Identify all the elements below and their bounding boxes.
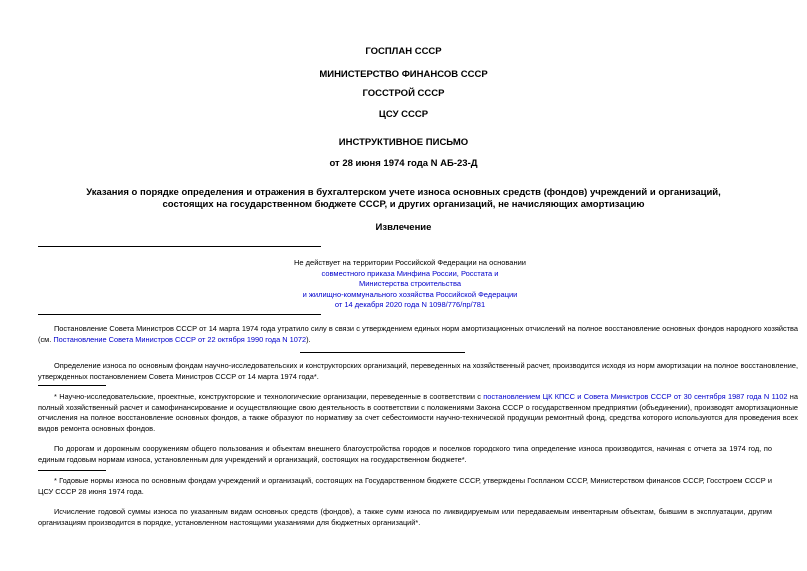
document-type: ИНСТРУКТИВНОЕ ПИСЬМО [338, 137, 469, 148]
extract-label: Извлечение [375, 222, 432, 233]
divider-bottom [38, 314, 321, 315]
document-date: от 28 июня 1974 года N АБ-23-Д [329, 158, 478, 169]
footnote-rule-2 [38, 470, 106, 471]
footnote-rule-1 [38, 385, 106, 386]
paragraph-repeal-text: Постановление Совета Министров СССР от 14 марта 1974 года утратило силу в связи с утверждением единых норм амортизационных отчислений на полное восстановление основных фондов народного хозяйства (см. [38, 324, 798, 344]
divider-short [300, 352, 465, 353]
footnote-1-end: на полный хозяйственный расчет и самофинансирование и осуществляющие свою деятельность в соответствии с положениями Закона СССР о государственном предприятии (объединении), производят амортизационные отчисления на полное восстановление основных фондов, а также образуют по нормативу за счет себестоимости научно-технической продукции ремонтный фонд, средства которого используются для проведения всех видов ремонта основных фондов. [38, 392, 798, 433]
status-note-link-3[interactable]: и жилищно-коммунального хозяйства Российской Федерации [302, 289, 518, 299]
status-note-link-2[interactable]: Министерства строительства [358, 279, 462, 288]
status-note-link-1[interactable]: совместного приказа Минфина России, Росстата и [321, 268, 499, 278]
paragraph-research-orgs: Определение износа по основным фондам научно-исследовательских и конструкторских организаций, переведенных на хозяйственный расчет, производится исходя из норм амортизации на полное восстановление, утвержденных постановлением Совета Министров СССР от 14 марта 1974 года*. [38, 361, 798, 381]
document-title: Указания о порядке определения и отражения в бухгалтерском учете износа основных средств (фондов) учреждений и организаций, состоящих на государственном бюджете СССР, и других организаций, не начисляющих амортизацию [86, 187, 721, 210]
link-postanovlenie-1987[interactable]: постановлением ЦК КПСС и Совета Министров СССР от 30 сентября 1987 года N 1102 [483, 392, 788, 401]
link-postanovlenie-1990[interactable]: Постановление Совета Министров СССР от 22 октября 1990 года N 1072 [53, 334, 307, 344]
paragraph-calculation: Исчисление годовой суммы износа по указанным видам основных средств (фондов), а также сумм износа по ликвидируемым или передаваемым инвентарным объектам, бывшим в эксплуатации, другим организациям производится в порядке, установленном настоящими указаниями для бюджетных организаций*. [38, 507, 772, 527]
org-minfin: МИНИСТЕРСТВО ФИНАНСОВ СССР [319, 69, 488, 80]
status-note-link-4[interactable]: от 14 декабря 2020 года N 1098/776/пр/781 [334, 300, 486, 309]
footnote-1-text: * Научно-исследовательские, проектные, конструкторские и технологические организации, переведенные в соответствии с [54, 392, 484, 401]
status-note-text: Не действует на территории Российской Федерации на основании [294, 258, 526, 267]
org-gosplan: ГОСПЛАН СССР [365, 46, 442, 57]
footnote-1 [38, 392, 798, 434]
org-csu: ЦСУ СССР [378, 109, 429, 120]
paragraph-roads: По дорогам и дорожным сооружениям общего пользования и объектам внешнего благоустройства городов и поселков городского типа определение износа производится, начиная с отчета за 1974 год, по единым годовым нормам износа, установленным для учреждений и организаций, состоящих на государственном бюджете*. [38, 444, 772, 464]
paragraph-repeal-end: ). [306, 334, 311, 344]
divider-top [38, 246, 321, 247]
paragraph-repeal [38, 324, 798, 345]
org-gosstroy: ГОССТРОЙ СССР [362, 88, 445, 99]
footnote-2: * Годовые нормы износа по основным фондам учреждений и организаций, состоящих на Государственном бюджете СССР, утверждены Госпланом СССР, Министерством финансов СССР, Госстроем СССР и ЦСУ СССР 28 июня 1974 года. [38, 476, 772, 496]
status-note [250, 258, 570, 311]
